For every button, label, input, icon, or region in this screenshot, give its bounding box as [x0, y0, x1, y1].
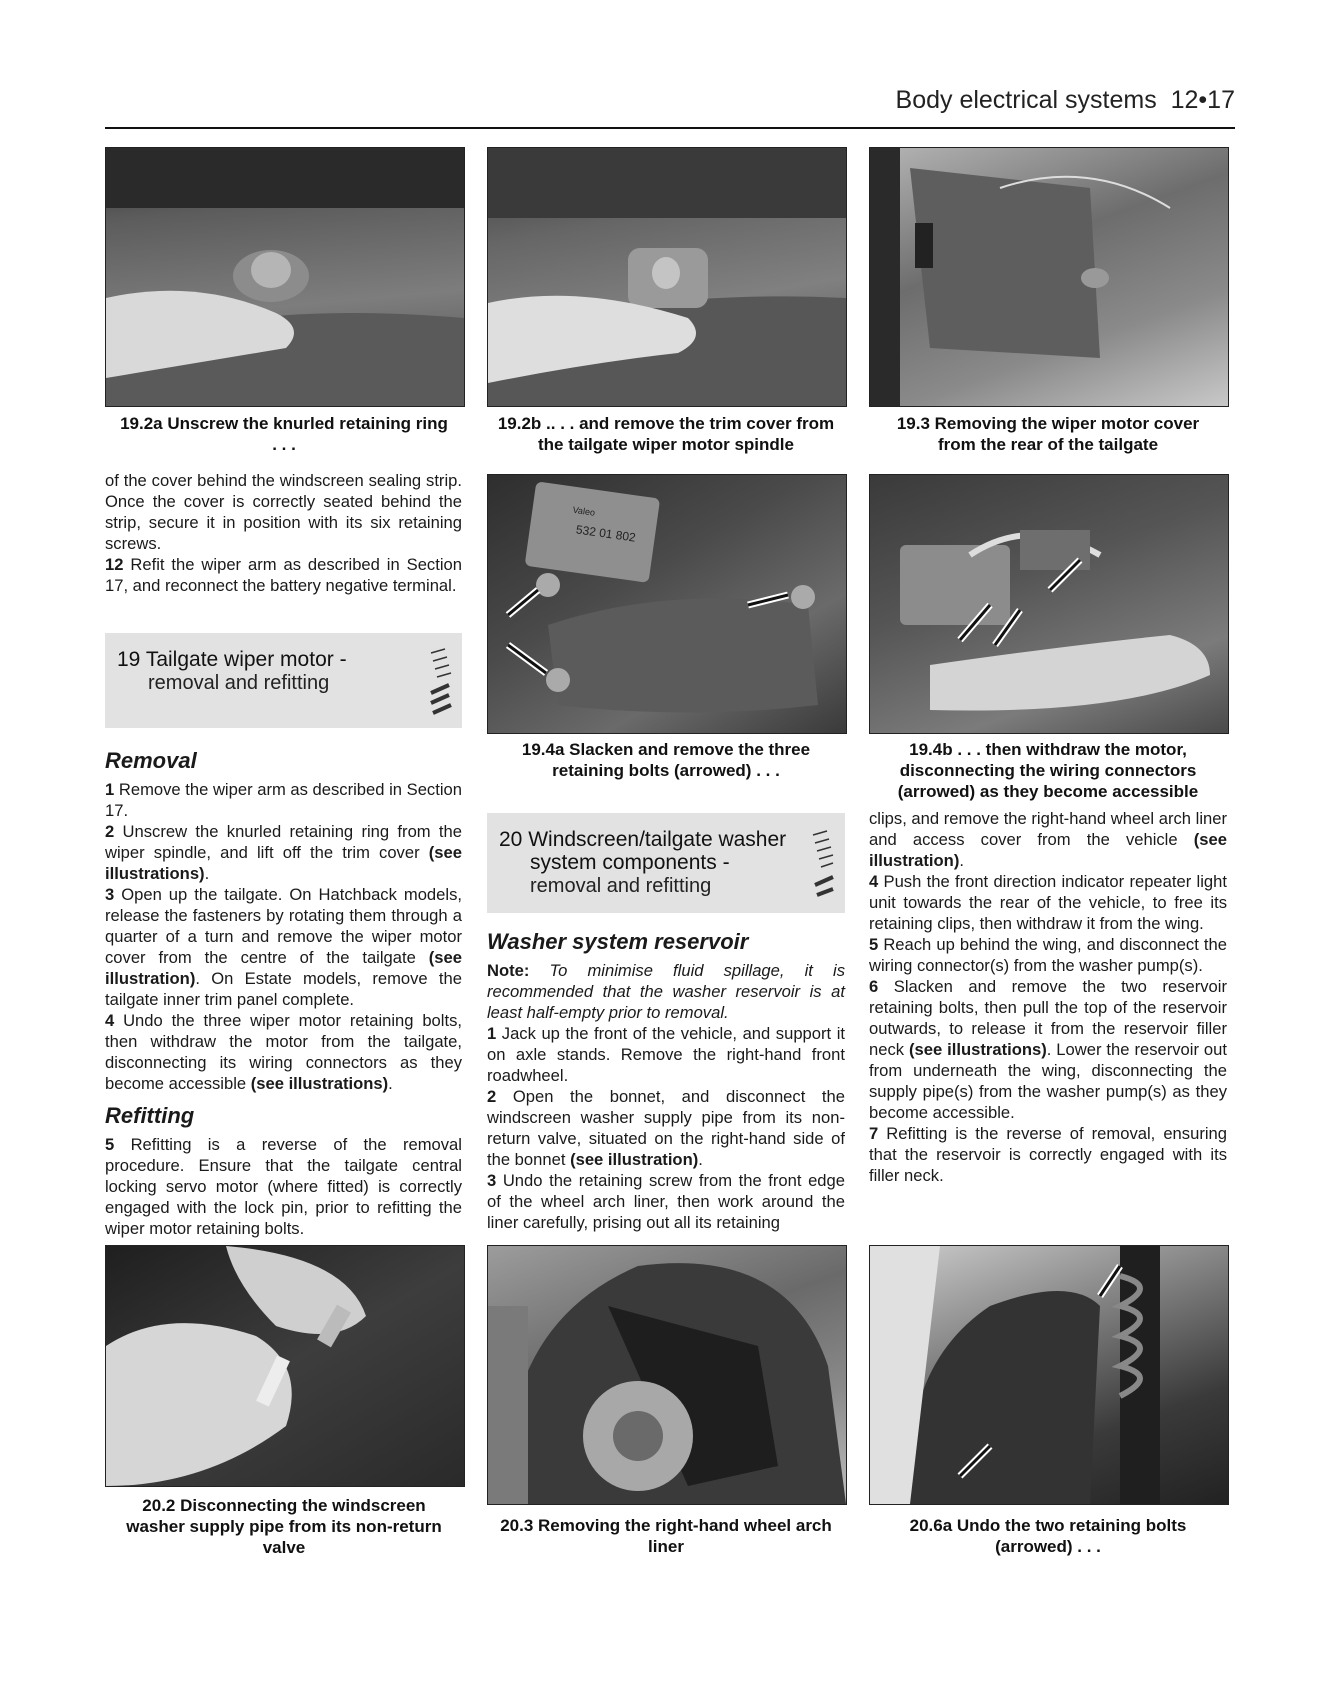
caption-19-4a: 19.4a Slacken and remove the three retaining bolts (arrowed) . . . [521, 740, 811, 780]
step-text: Open up the tailgate. On Hatchback models, release the fasteners by rotating them through a quarter of a turn and remove the wiper motor cover from the centre of the tailgate [105, 885, 462, 967]
note-text: To minimise fluid spillage, it is recommended that the washer reservoir is at least half-empty prior to removal. [487, 961, 845, 1022]
step-5 [869, 934, 1227, 976]
photo-20-3 [487, 1245, 847, 1505]
section-20-heading [499, 828, 799, 898]
step-number: 3 [487, 1171, 497, 1190]
caption-20-3: 20.3 Removing the right-hand wheel arch liner [500, 1516, 832, 1556]
step-1 [487, 1023, 845, 1086]
step-3 [105, 884, 462, 1010]
step-text: Reach up behind the wing, and disconnect the wiring connector(s) from the washer pump(s). [869, 935, 1227, 975]
continued-paragraph [869, 808, 1227, 871]
step-2 [105, 821, 462, 884]
photo-19-3 [869, 147, 1229, 407]
illustration-ref: (see illustrations) [105, 843, 462, 883]
step-text-end: . Lower the reservoir out from underneath the wing, disconnecting the supply pipe(s) from the washer pump(s) as they become accessible. [869, 1040, 1227, 1122]
step-number: 4 [869, 872, 879, 891]
header-text [896, 86, 1235, 115]
step-text: Refitting is a reverse of the removal procedure. Ensure that the tailgate central locking servo motor (where fitted) is correctly engaged with the lock pin, prior to refitting the wiper motor retaining bolts. [105, 1135, 462, 1238]
column-1-removal [105, 743, 462, 1239]
step-7 [869, 1123, 1227, 1186]
step-text: clips, and remove the right-hand wheel arch liner and access cover from the vehicle [869, 809, 1227, 849]
step-text: Undo the retaining screw from the front edge of the wheel arch liner, then work around the liner carefully, prising out all its retaining [487, 1171, 845, 1232]
step-number: 6 [869, 977, 879, 996]
step-number: 7 [869, 1124, 879, 1143]
photo-20-2 [105, 1245, 465, 1487]
step-text-end: . [959, 851, 964, 870]
photo-19-2a [105, 147, 465, 407]
step-text-end: . [698, 1150, 703, 1169]
caption-20-2: 20.2 Disconnecting the windscreen washer supply pipe from its non-return valve [126, 1496, 442, 1557]
step-5 [105, 1134, 462, 1239]
step-6 [869, 976, 1227, 1123]
step-text-end: . [204, 864, 210, 883]
column-1-top [105, 470, 462, 596]
illustration-ref: (see illustrations) [250, 1074, 389, 1093]
caption-19-3: 19.3 Removing the wiper motor cover from the rear of the tailgate [896, 414, 1200, 454]
motor-label: 532 01 802 [575, 522, 637, 545]
step-text-end: . On Estate models, remove the tailgate inner trim panel complete. [105, 969, 462, 1009]
section-title-line-1: Windscreen/tailgate washer [528, 828, 787, 851]
washer-reservoir-heading: Washer system reservoir [487, 929, 749, 954]
step-text-end: . [388, 1074, 393, 1093]
section-subtitle: removal and refitting [148, 672, 330, 694]
page-header [105, 84, 1235, 129]
header-rule [105, 127, 1235, 129]
step-text: Open the bonnet, and disconnect the windscreen washer supply pipe from its non-return valve, situated on the right-hand side of the bonnet [487, 1087, 845, 1169]
step-text: Slacken and remove the two reservoir retaining bolts, then pull the top of the reservoir outwards, to release it from the reservoir filler neck [869, 977, 1227, 1059]
difficulty-wrench-icon [427, 645, 453, 717]
caption-20-6a: 20.6a Undo the two retaining bolts (arrowed) . . . [909, 1516, 1187, 1556]
step-text: Undo the three wiper motor retaining bolts, then withdraw the motor from the tailgate, disconnecting its wiring connectors as they become accessible [105, 1011, 462, 1093]
illustration-ref: (see illustrations) [909, 1040, 1047, 1059]
photo-19-2b [487, 147, 847, 407]
section-title: Tailgate wiper motor - [145, 648, 347, 671]
section-19-box [105, 633, 462, 728]
page-number: 12•17 [1170, 86, 1235, 114]
step-number: 2 [487, 1087, 497, 1106]
step-4 [869, 871, 1227, 934]
step-number: 3 [105, 885, 115, 904]
caption-19-4b: 19.4b . . . then withdraw the motor, disconnecting the wiring connectors (arrowed) as they become accessible [897, 740, 1199, 801]
section-number: 20 [499, 828, 523, 851]
step-number: 1 [105, 780, 115, 799]
step-number: 2 [105, 822, 115, 841]
note-label: Note: [487, 961, 530, 980]
step-number: 4 [105, 1011, 115, 1030]
column-2-text [487, 924, 845, 1233]
motor-brand: Valeo [572, 504, 596, 518]
refitting-heading: Refitting [105, 1103, 195, 1128]
step-number: 5 [869, 935, 879, 954]
step-1 [105, 779, 462, 821]
intro-paragraph: of the cover behind the windscreen sealing strip. Once the cover is correctly seated behind the strip, secure it in position with its six retaining screws. [105, 471, 462, 553]
step-text: Remove the wiper arm as described in Section 17. [105, 780, 462, 820]
illustration-ref: (see illustration) [570, 1150, 699, 1169]
column-3-text [869, 808, 1227, 1186]
section-20-box [487, 813, 845, 913]
section-subtitle: removal and refitting [530, 875, 712, 897]
step-text: Refitting is the reverse of removal, ensuring that the reservoir is correctly engaged with its filler neck. [869, 1124, 1227, 1185]
step-text: Push the front direction indicator repeater light unit towards the rear of the vehicle, to free its retaining clips, then withdraw it from the wing. [869, 872, 1227, 933]
illustration-ref: (see illustration) [105, 948, 462, 988]
removal-heading: Removal [105, 748, 197, 773]
section-19-heading [117, 648, 407, 695]
step-text: Jack up the front of the vehicle, and support it on axle stands. Remove the right-hand front roadwheel. [487, 1024, 845, 1085]
illustration-ref: (see illustration) [869, 830, 1227, 870]
step-text: Refit the wiper arm as described in Section 17, and reconnect the battery negative terminal. [105, 555, 462, 595]
difficulty-wrench-icon [809, 827, 835, 899]
caption-19-2b: 19.2b .. . . and remove the trim cover from the tailgate wiper motor spindle [497, 414, 835, 454]
step-number: 12 [105, 555, 124, 574]
step-number: 1 [487, 1024, 497, 1043]
step-3 [487, 1170, 845, 1233]
header-title: Body electrical systems [895, 86, 1157, 114]
caption-19-2a: 19.2a Unscrew the knurled retaining ring . . . [120, 414, 448, 454]
photo-19-4b [869, 474, 1229, 734]
photo-20-6a [869, 1245, 1229, 1505]
photo-19-4a [487, 474, 847, 734]
note [487, 960, 845, 1023]
step-2 [487, 1086, 845, 1170]
section-title-line-2: system components - [530, 851, 730, 874]
section-number: 19 [117, 648, 141, 671]
step-12 [105, 554, 462, 596]
step-text: Unscrew the knurled retaining ring from the wiper spindle, and lift off the trim cover [105, 822, 462, 862]
step-number: 5 [105, 1135, 115, 1154]
step-4 [105, 1010, 462, 1094]
